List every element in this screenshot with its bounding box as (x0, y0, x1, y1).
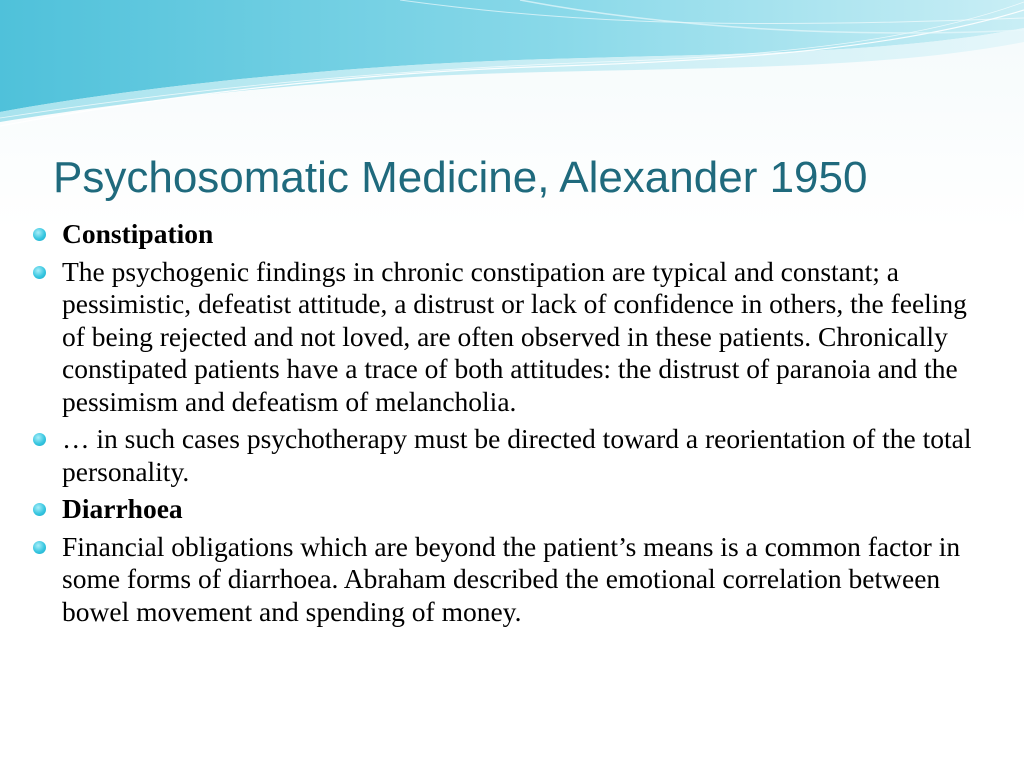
bullet-text: Financial obligations which are beyond the patient’s means is a common factor in some forms of diarrhoea. Abraham described the emotional correlation between bowel movement and spending of money. (62, 530, 961, 627)
bullet-text: Constipation (62, 218, 214, 249)
bullet-item-psychogenic-findings (30, 256, 990, 419)
bullet-text: … in such cases psychotherapy must be directed toward a reorientation of the total personality. (62, 423, 972, 487)
slide-title: Psychosomatic Medicine, Alexander 1950 (53, 153, 868, 202)
bullet-dot-icon (33, 433, 46, 446)
bullet-text: Diarrhoea (62, 493, 183, 524)
bullet-dot-icon (33, 266, 46, 279)
header-wave-decoration (0, 0, 1024, 130)
bullet-item-financial-obligations (30, 531, 990, 629)
bullet-text: The psychogenic findings in chronic constipation are typical and constant; a pessimistic, defeatist attitude, a distrust or lack of confidence in others, the feeling of being rejected and not loved, are often observed in these patients. Chronically constipated patients have a trace of both attitudes: the distrust of paranoia and the pessimism and defeatism of melancholia. (62, 255, 967, 417)
bullet-item-psychotherapy (30, 423, 990, 488)
bullet-dot-icon (33, 228, 46, 241)
bullet-dot-icon (33, 503, 46, 516)
bullet-item-diarrhoea (30, 493, 990, 526)
bullet-dot-icon (33, 541, 46, 554)
bullet-item-constipation (30, 218, 990, 251)
bullet-list (30, 218, 990, 633)
